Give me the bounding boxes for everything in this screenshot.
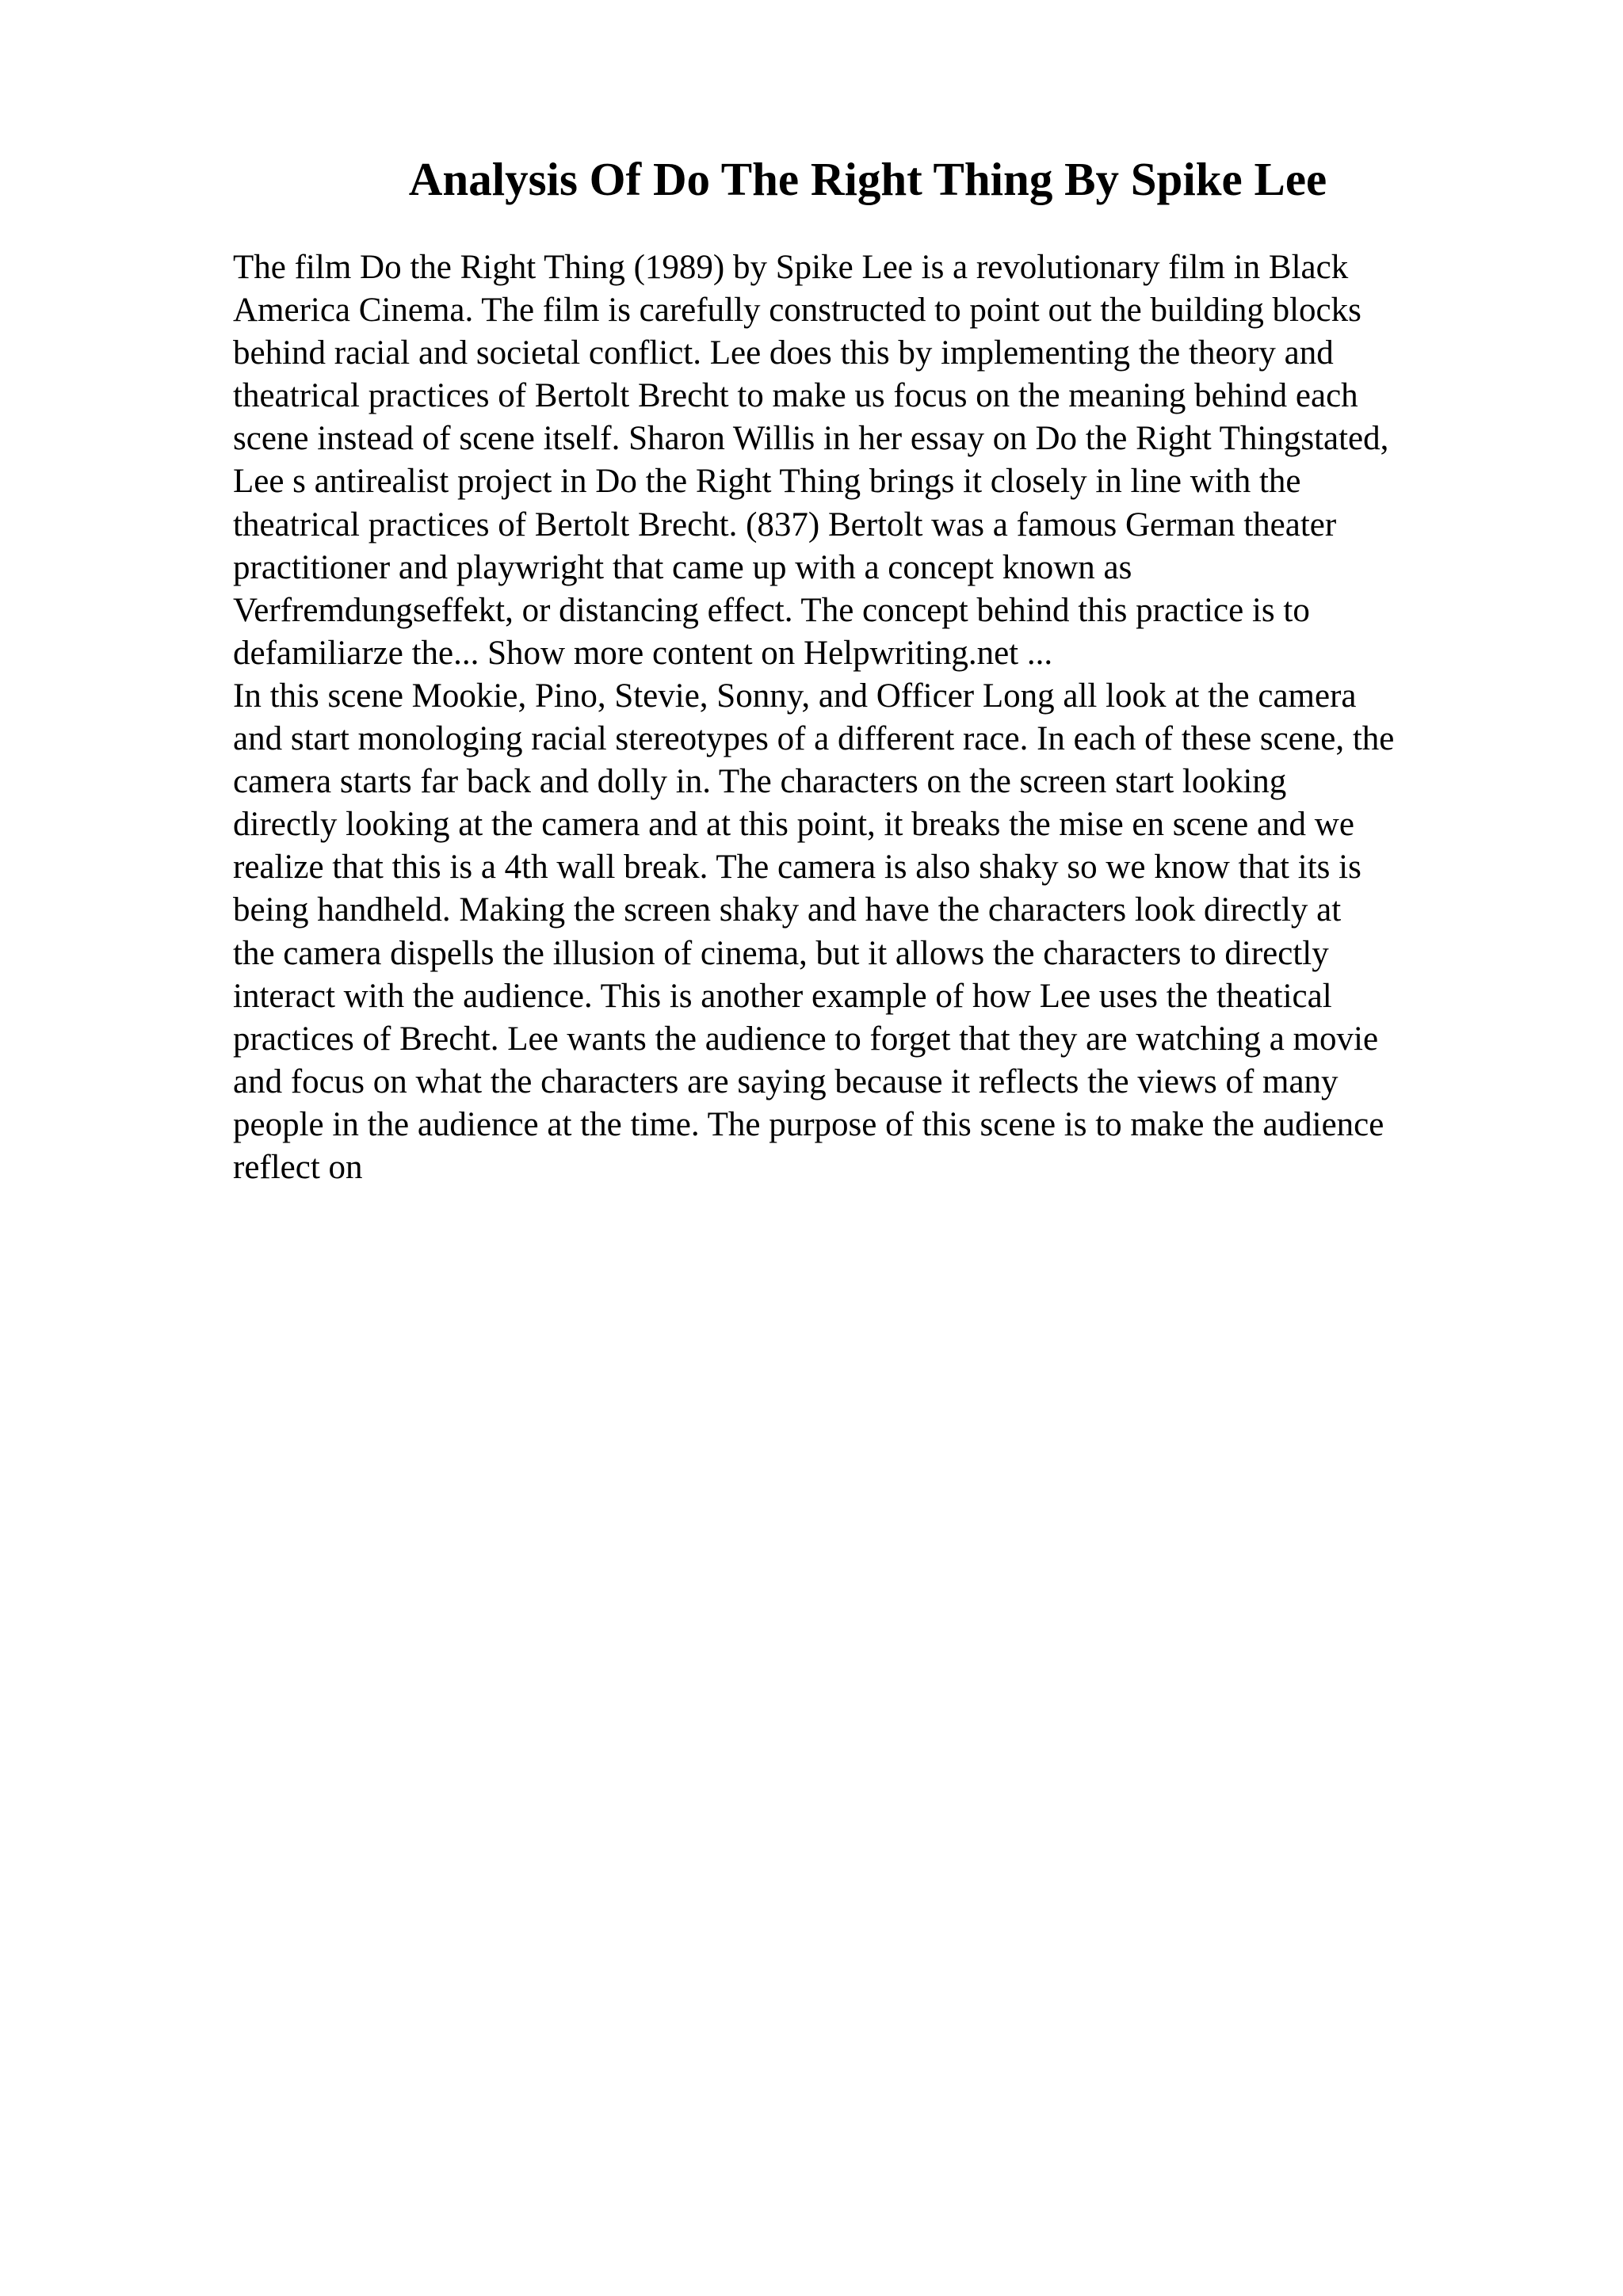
text-line: people in the audience at the time. The purpose of this scene is to make the audience (233, 1105, 1384, 1143)
text-line: Lee s antirealist project in Do the Right Thing brings it closely in line with the (233, 463, 1301, 501)
document-body (233, 246, 1596, 1189)
document-title: Analysis Of Do The Right Thing By Spike Lee (408, 153, 1327, 205)
text-line: and focus on what the characters are saying because it reflects the views of many (233, 1062, 1338, 1100)
text-line: scene instead of scene itself. Sharon Willis in her essay on Do the Right Thingstated, (233, 420, 1389, 458)
text-line: directly looking at the camera and at this point, it breaks the mise en scene and we (233, 806, 1354, 844)
text-line: behind racial and societal conflict. Lee does this by implementing the theory and (233, 334, 1334, 372)
text-line: theatrical practices of Bertolt Brecht to make us focus on the meaning behind each (233, 377, 1358, 415)
text-line: In this scene Mookie, Pino, Stevie, Sonny, and Officer Long all look at the camera (233, 677, 1357, 715)
text-line: theatrical practices of Bertolt Brecht. (837) Bertolt was a famous German theater (233, 505, 1337, 543)
text-line: reflect on (233, 1148, 363, 1186)
text-line: being handheld. Making the screen shaky and have the characters look directly at (233, 891, 1342, 929)
text-line: and start monologing racial stereotypes of a different race. In each of these scene, the (233, 720, 1395, 758)
text-line: interact with the audience. This is another example of how Lee uses the theatical (233, 977, 1332, 1015)
text-line: defamiliarze the... Show more content on Helpwriting.net ... (233, 634, 1053, 672)
text-line: America Cinema. The film is carefully constructed to point out the building blocks (233, 292, 1361, 330)
text-line: practitioner and playwright that came up with a concept known as (233, 548, 1132, 586)
text-line: practices of Brecht. Lee wants the audience to forget that they are watching a movie (233, 1020, 1379, 1058)
text-line: The film Do the Right Thing (1989) by Spike Lee is a revolutionary film in Black (233, 249, 1349, 286)
text-line: realize that this is a 4th wall break. The camera is also shaky so we know that its is (233, 849, 1361, 887)
text-line: Verfremdungseffekt, or distancing effect. The concept behind this practice is to (233, 591, 1310, 629)
text-line: the camera dispells the illusion of cinema, but it allows the characters to directly (233, 934, 1329, 972)
text-line: camera starts far back and dolly in. The characters on the screen start looking (233, 763, 1287, 801)
